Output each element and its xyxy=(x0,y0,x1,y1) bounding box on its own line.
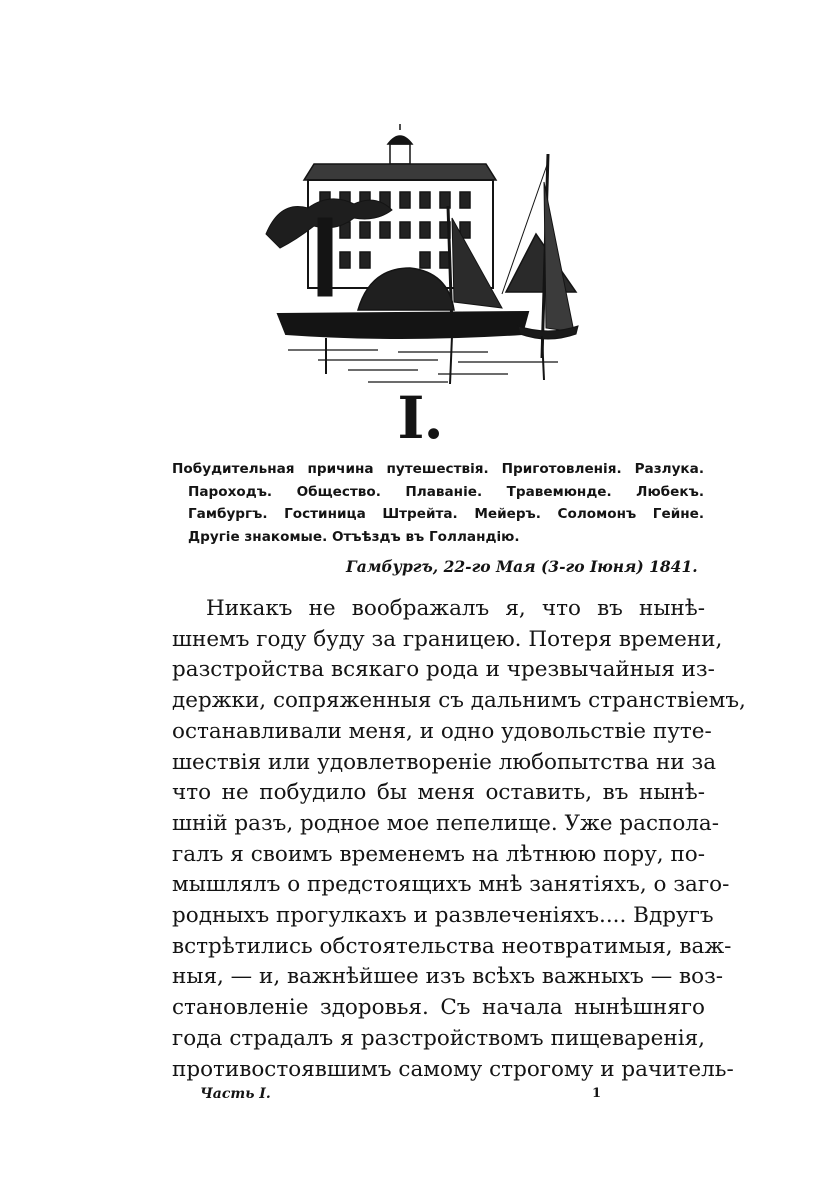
summary-line: Гамбургъ. Гостиница Штрейта. Мейеръ. Соломонъ Гейне. xyxy=(188,506,704,523)
body-line: держки, сопряженныя съ дальнимъ странствіемъ, xyxy=(172,688,746,714)
signature-mark: Часть I. xyxy=(200,1086,271,1102)
summary-line: Побудительная причина путешествія. Приготовленія. Разлука. xyxy=(172,461,704,477)
shed xyxy=(506,234,576,292)
page-number: 1 xyxy=(592,1086,602,1101)
body-line: шнемъ году буду за границею. Потеря времени, xyxy=(172,626,723,652)
body-line: Никакъ не воображалъ я, что въ нынѣ- xyxy=(206,596,705,621)
cupola xyxy=(390,144,410,164)
water-hatching xyxy=(288,350,558,382)
body-line: становленіе здоровья. Съ начала нынѣшняго xyxy=(172,995,705,1021)
body-paragraph xyxy=(172,594,746,1085)
chapter-numeral: I. xyxy=(397,384,443,452)
building-roof xyxy=(304,164,496,180)
vignette-illustration xyxy=(258,122,580,390)
body-line: мышлялъ о предстоящихъ мнѣ занятіяхъ, о заго- xyxy=(172,872,730,898)
body-line: галъ я своимъ временемъ на лѣтнюю пору, по- xyxy=(172,841,705,867)
body-line: ныя, — и, важнѣйшее изъ всѣхъ важныхъ — воз- xyxy=(172,964,724,990)
body-line: шній разъ, родное мое пепелище. Уже распола- xyxy=(172,810,720,836)
chapter-summary xyxy=(172,458,704,548)
dateline: Гамбургъ, 22-го Мая (3-го Іюня) 1841. xyxy=(346,557,698,576)
funnel xyxy=(318,218,332,296)
body-line: шествія или удовлетвореніе любопытства ни за xyxy=(172,749,717,775)
body-line: года страдалъ я разстройствомъ пищеваренія, xyxy=(172,1025,705,1051)
body-line: останавливали меня, и одно удовольствіе путе- xyxy=(172,718,712,744)
summary-line: Пароходъ. Общество. Плаваніе. Травемюнде. Любекъ. xyxy=(188,483,704,500)
page-footer xyxy=(200,1086,620,1108)
summary-line: Другіе знакомые. Отъѣздъ въ Голландію. xyxy=(188,528,520,545)
body-line: встрѣтились обстоятельства неотвратимыя, важ- xyxy=(172,933,732,959)
body-line: родныхъ прогулкахъ и развлеченіяхъ.... Вдругъ xyxy=(172,903,714,929)
body-line: противостоявшимъ самому строгому и рачитель- xyxy=(172,1056,734,1082)
body-line: разстройства всякаго рода и чрезвычайныя из- xyxy=(172,657,715,683)
body-line: что не побудило бы меня оставить, въ нынѣ- xyxy=(172,780,705,806)
steamer-hull xyxy=(278,312,528,338)
